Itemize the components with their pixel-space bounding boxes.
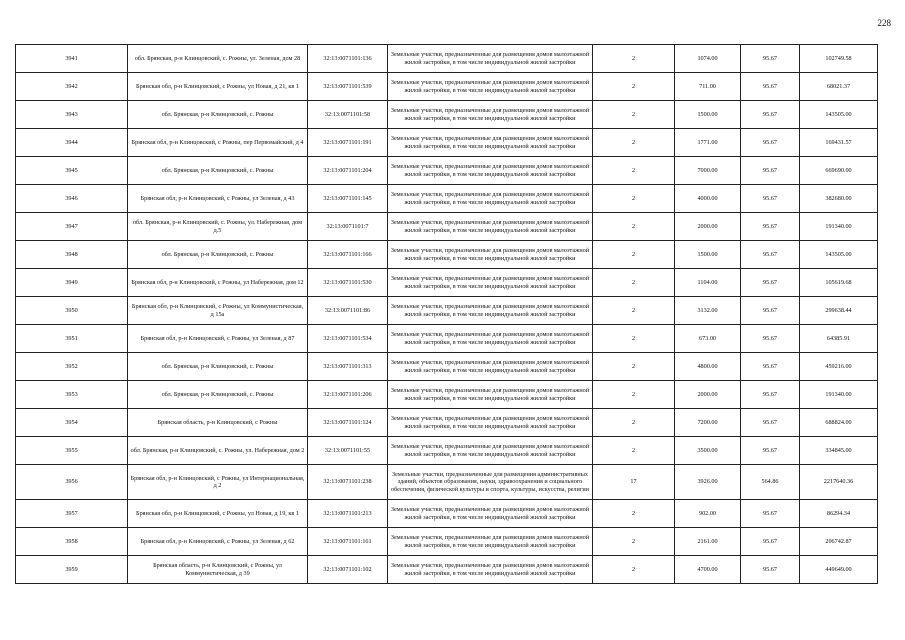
area-cell: 1500.00 [675, 101, 741, 129]
land-use-cell: Земельные участки, предназначенные для размещения домов малоэтажной жилой застройки, в том числе индивидуальной жилой застройки [388, 500, 593, 528]
row-number: 3942 [16, 73, 128, 101]
address-cell: Брянская область, р-н Клинцовский, с Рожны, ул Коммунистическая, д 39 [128, 556, 308, 584]
address-cell: обл. Брянская, р-н Клинцовский, с. Рожны, ул. Зеленая, дом 28 [128, 45, 308, 73]
unit-value-cell: 95.67 [741, 73, 800, 101]
row-number: 3953 [16, 381, 128, 409]
unit-value-cell: 95.67 [741, 101, 800, 129]
area-cell: 7000.00 [675, 157, 741, 185]
area-cell: 2000.00 [675, 381, 741, 409]
row-number: 3941 [16, 45, 128, 73]
use-group-cell: 2 [593, 409, 675, 437]
land-use-cell: Земельные участки, предназначенные для размещения домов малоэтажной жилой застройки, в том числе индивидуальной жилой застройки [388, 437, 593, 465]
cadastral-number-cell: 32:13:0071101:534 [308, 325, 388, 353]
table-row [16, 129, 878, 157]
cadastral-number-cell: 32:13:0071101:530 [308, 269, 388, 297]
land-use-cell: Земельные участки, предназначенные для размещения домов малоэтажной жилой застройки, в том числе индивидуальной жилой застройки [388, 528, 593, 556]
row-number: 3957 [16, 500, 128, 528]
table-row [16, 353, 878, 381]
unit-value-cell: 95.67 [741, 409, 800, 437]
land-use-cell: Земельные участки, предназначенные для размещения домов малоэтажной жилой застройки, в том числе индивидуальной жилой застройки [388, 101, 593, 129]
unit-value-cell: 95.67 [741, 353, 800, 381]
area-cell: 1500.00 [675, 241, 741, 269]
address-cell: Брянская обл, р-н Клинцовский, с Рожны, ул Новая, д 19, кв 1 [128, 500, 308, 528]
row-number: 3955 [16, 437, 128, 465]
table-row [16, 45, 878, 73]
use-group-cell: 2 [593, 353, 675, 381]
row-number: 3959 [16, 556, 128, 584]
row-number: 3958 [16, 528, 128, 556]
cadastral-number-cell: 32:13:0071101:58 [308, 101, 388, 129]
land-use-cell: Земельные участки, предназначенные для размещения административных зданий, объектов образования, науки, здравоохранения и социального обеспечения, физической культуры и спорта, культуры, искусства, религии [388, 465, 593, 500]
cadastral-value-cell: 299638.44 [800, 297, 878, 325]
cadastral-value-cell: 382680.00 [800, 185, 878, 213]
cadastral-value-cell: 669690.00 [800, 157, 878, 185]
page-number: 228 [877, 18, 891, 28]
cadastral-value-cell: 191340.00 [800, 213, 878, 241]
area-cell: 3500.00 [675, 437, 741, 465]
use-group-cell: 2 [593, 528, 675, 556]
table-row [16, 297, 878, 325]
table-row [16, 213, 878, 241]
cadastral-value-cell: 102749.58 [800, 45, 878, 73]
land-use-cell: Земельные участки, предназначенные для размещения домов малоэтажной жилой застройки, в том числе индивидуальной жилой застройки [388, 129, 593, 157]
land-use-cell: Земельные участки, предназначенные для размещения домов малоэтажной жилой застройки, в том числе индивидуальной жилой застройки [388, 213, 593, 241]
row-number: 3951 [16, 325, 128, 353]
cadastral-value-cell: 105619.68 [800, 269, 878, 297]
use-group-cell: 2 [593, 500, 675, 528]
unit-value-cell: 95.67 [741, 45, 800, 73]
cadastral-value-cell: 143505.00 [800, 241, 878, 269]
row-number: 3954 [16, 409, 128, 437]
cadastral-number-cell: 32:13:0071101:7 [308, 213, 388, 241]
cadastral-value-cell: 2217640.36 [800, 465, 878, 500]
row-number: 3946 [16, 185, 128, 213]
cadastral-number-cell: 32:13:0071101:313 [308, 353, 388, 381]
area-cell: 3132.00 [675, 297, 741, 325]
row-number: 3947 [16, 213, 128, 241]
table-row [16, 269, 878, 297]
unit-value-cell: 95.67 [741, 129, 800, 157]
area-cell: 4000.00 [675, 185, 741, 213]
address-cell: обл. Брянская, р-н Клинцовский, с. Рожны [128, 101, 308, 129]
address-cell: Брянская обл, р-н Клинцовский, с Рожны, ул Коммунистическая, д 15а [128, 297, 308, 325]
address-cell: обл. Брянская, р-н Клинцовский, с. Рожны [128, 381, 308, 409]
address-cell: Брянская область, р-н Клинцовский, с Рожны [128, 409, 308, 437]
use-group-cell: 2 [593, 381, 675, 409]
unit-value-cell: 95.67 [741, 241, 800, 269]
row-number: 3944 [16, 129, 128, 157]
cadastral-number-cell: 32:13:0071101:238 [308, 465, 388, 500]
row-number: 3952 [16, 353, 128, 381]
table-row [16, 381, 878, 409]
cadastral-number-cell: 32:13:0071101:191 [308, 129, 388, 157]
use-group-cell: 2 [593, 185, 675, 213]
cadastral-number-cell: 32:13:0071101:166 [308, 241, 388, 269]
cadastral-number-cell: 32:13:0071101:204 [308, 157, 388, 185]
cadastral-value-cell: 334845.00 [800, 437, 878, 465]
land-use-cell: Земельные участки, предназначенные для размещения домов малоэтажной жилой застройки, в том числе индивидуальной жилой застройки [388, 73, 593, 101]
use-group-cell: 2 [593, 157, 675, 185]
cadastral-value-cell: 459216.00 [800, 353, 878, 381]
unit-value-cell: 564.86 [741, 465, 800, 500]
address-cell: Брянская обл, р-н Клинцовский, с Рожны, ул Набережная, дом 12 [128, 269, 308, 297]
area-cell: 1104.00 [675, 269, 741, 297]
address-cell: обл. Брянская, р-н Клинцовский, с. Рожны [128, 157, 308, 185]
land-use-cell: Земельные участки, предназначенные для размещения домов малоэтажной жилой застройки, в том числе индивидуальной жилой застройки [388, 353, 593, 381]
table-row [16, 437, 878, 465]
row-number: 3950 [16, 297, 128, 325]
use-group-cell: 2 [593, 269, 675, 297]
use-group-cell: 2 [593, 556, 675, 584]
area-cell: 2161.00 [675, 528, 741, 556]
address-cell: Брянская обл, р-н Клинцовский, с Рожны, ул Зеленая, д 43 [128, 185, 308, 213]
use-group-cell: 2 [593, 101, 675, 129]
cadastral-number-cell: 32:13:0071101:102 [308, 556, 388, 584]
address-cell: Брянская обл, р-н Клинцовский, с Рожны, ул Зеленая, д 62 [128, 528, 308, 556]
table-row [16, 465, 878, 500]
use-group-cell: 17 [593, 465, 675, 500]
table-row [16, 409, 878, 437]
registry-body [16, 45, 878, 584]
table-row [16, 528, 878, 556]
unit-value-cell: 95.67 [741, 213, 800, 241]
cadastral-value-cell: 191340.00 [800, 381, 878, 409]
cadastral-number-cell: 32:13:0071101:213 [308, 500, 388, 528]
cadastral-number-cell: 32:13:0071101:136 [308, 45, 388, 73]
land-use-cell: Земельные участки, предназначенные для размещения домов малоэтажной жилой застройки, в том числе индивидуальной жилой застройки [388, 556, 593, 584]
unit-value-cell: 95.67 [741, 528, 800, 556]
row-number: 3956 [16, 465, 128, 500]
unit-value-cell: 95.67 [741, 325, 800, 353]
cadastral-value-cell: 68021.37 [800, 73, 878, 101]
address-cell: обл. Брянская, р-н Клинцовский, с. Рожны [128, 353, 308, 381]
unit-value-cell: 95.67 [741, 500, 800, 528]
land-use-cell: Земельные участки, предназначенные для размещения домов малоэтажной жилой застройки, в том числе индивидуальной жилой застройки [388, 241, 593, 269]
cadastral-value-cell: 449649.00 [800, 556, 878, 584]
area-cell: 673.00 [675, 325, 741, 353]
table-row [16, 500, 878, 528]
row-number: 3948 [16, 241, 128, 269]
area-cell: 3926.00 [675, 465, 741, 500]
address-cell: Брянская обл, р-н Клинцовский, с Рожны, ул Интернациональная, д 2 [128, 465, 308, 500]
address-cell: обл. Брянская, р-н Клинцовский, с. Рожны [128, 241, 308, 269]
land-use-cell: Земельные участки, предназначенные для размещения домов малоэтажной жилой застройки, в том числе индивидуальной жилой застройки [388, 409, 593, 437]
land-use-cell: Земельные участки, предназначенные для размещения домов малоэтажной жилой застройки, в том числе индивидуальной жилой застройки [388, 45, 593, 73]
unit-value-cell: 95.67 [741, 185, 800, 213]
area-cell: 902.00 [675, 500, 741, 528]
use-group-cell: 2 [593, 325, 675, 353]
address-cell: Брянская обл, р-н Клинцовский, с Рожны, пер Первомайский, д 4 [128, 129, 308, 157]
cadastral-value-cell: 64385.91 [800, 325, 878, 353]
area-cell: 711.00 [675, 73, 741, 101]
unit-value-cell: 95.67 [741, 269, 800, 297]
land-use-cell: Земельные участки, предназначенные для размещения домов малоэтажной жилой застройки, в том числе индивидуальной жилой застройки [388, 325, 593, 353]
cadastral-number-cell: 32:13:0071101:206 [308, 381, 388, 409]
use-group-cell: 2 [593, 73, 675, 101]
land-use-cell: Земельные участки, предназначенные для размещения домов малоэтажной жилой застройки, в том числе индивидуальной жилой застройки [388, 381, 593, 409]
table-row [16, 101, 878, 129]
land-use-cell: Земельные участки, предназначенные для размещения домов малоэтажной жилой застройки, в том числе индивидуальной жилой застройки [388, 157, 593, 185]
unit-value-cell: 95.67 [741, 381, 800, 409]
cadastral-value-cell: 86294.34 [800, 500, 878, 528]
cadastral-number-cell: 32:13:0071101:539 [308, 73, 388, 101]
cadastral-number-cell: 32:13:0071101:124 [308, 409, 388, 437]
cadastral-value-cell: 206742.87 [800, 528, 878, 556]
cadastral-value-cell: 169431.57 [800, 129, 878, 157]
cadastral-number-cell: 32:13:0071101:55 [308, 437, 388, 465]
cadastral-number-cell: 32:13:0071101:161 [308, 528, 388, 556]
unit-value-cell: 95.67 [741, 437, 800, 465]
area-cell: 1074.00 [675, 45, 741, 73]
row-number: 3949 [16, 269, 128, 297]
table-row [16, 556, 878, 584]
table-row [16, 73, 878, 101]
area-cell: 4700.00 [675, 556, 741, 584]
use-group-cell: 2 [593, 241, 675, 269]
table-row [16, 157, 878, 185]
use-group-cell: 2 [593, 213, 675, 241]
area-cell: 2000.00 [675, 213, 741, 241]
cadastral-number-cell: 32:13:0071101:86 [308, 297, 388, 325]
row-number: 3945 [16, 157, 128, 185]
address-cell: Брянская обл, р-н Клинцовский, с Рожны, ул Новая, д 21, кв 1 [128, 73, 308, 101]
land-use-cell: Земельные участки, предназначенные для размещения домов малоэтажной жилой застройки, в том числе индивидуальной жилой застройки [388, 297, 593, 325]
address-cell: обл. Брянская, р-н Клинцовский, с. Рожны, ул. Набережная, дом д.5 [128, 213, 308, 241]
use-group-cell: 2 [593, 129, 675, 157]
table-row [16, 241, 878, 269]
address-cell: Брянская обл, р-н Клинцовский, с Рожны, ул Зеленая, д 87 [128, 325, 308, 353]
unit-value-cell: 95.67 [741, 297, 800, 325]
cadastral-number-cell: 32:13:0071101:145 [308, 185, 388, 213]
land-use-cell: Земельные участки, предназначенные для размещения домов малоэтажной жилой застройки, в том числе индивидуальной жилой застройки [388, 185, 593, 213]
use-group-cell: 2 [593, 297, 675, 325]
unit-value-cell: 95.67 [741, 556, 800, 584]
unit-value-cell: 95.67 [741, 157, 800, 185]
row-number: 3943 [16, 101, 128, 129]
cadastral-value-cell: 143505.00 [800, 101, 878, 129]
area-cell: 7200.00 [675, 409, 741, 437]
area-cell: 1771.00 [675, 129, 741, 157]
table-row [16, 185, 878, 213]
land-registry-table [15, 44, 878, 584]
address-cell: обл. Брянская, р-н Клинцовский, с. Рожны, ул. Набережная, дом 2 [128, 437, 308, 465]
use-group-cell: 2 [593, 45, 675, 73]
use-group-cell: 2 [593, 437, 675, 465]
land-use-cell: Земельные участки, предназначенные для размещения домов малоэтажной жилой застройки, в том числе индивидуальной жилой застройки [388, 269, 593, 297]
table-row [16, 325, 878, 353]
cadastral-value-cell: 688824.00 [800, 409, 878, 437]
area-cell: 4800.00 [675, 353, 741, 381]
